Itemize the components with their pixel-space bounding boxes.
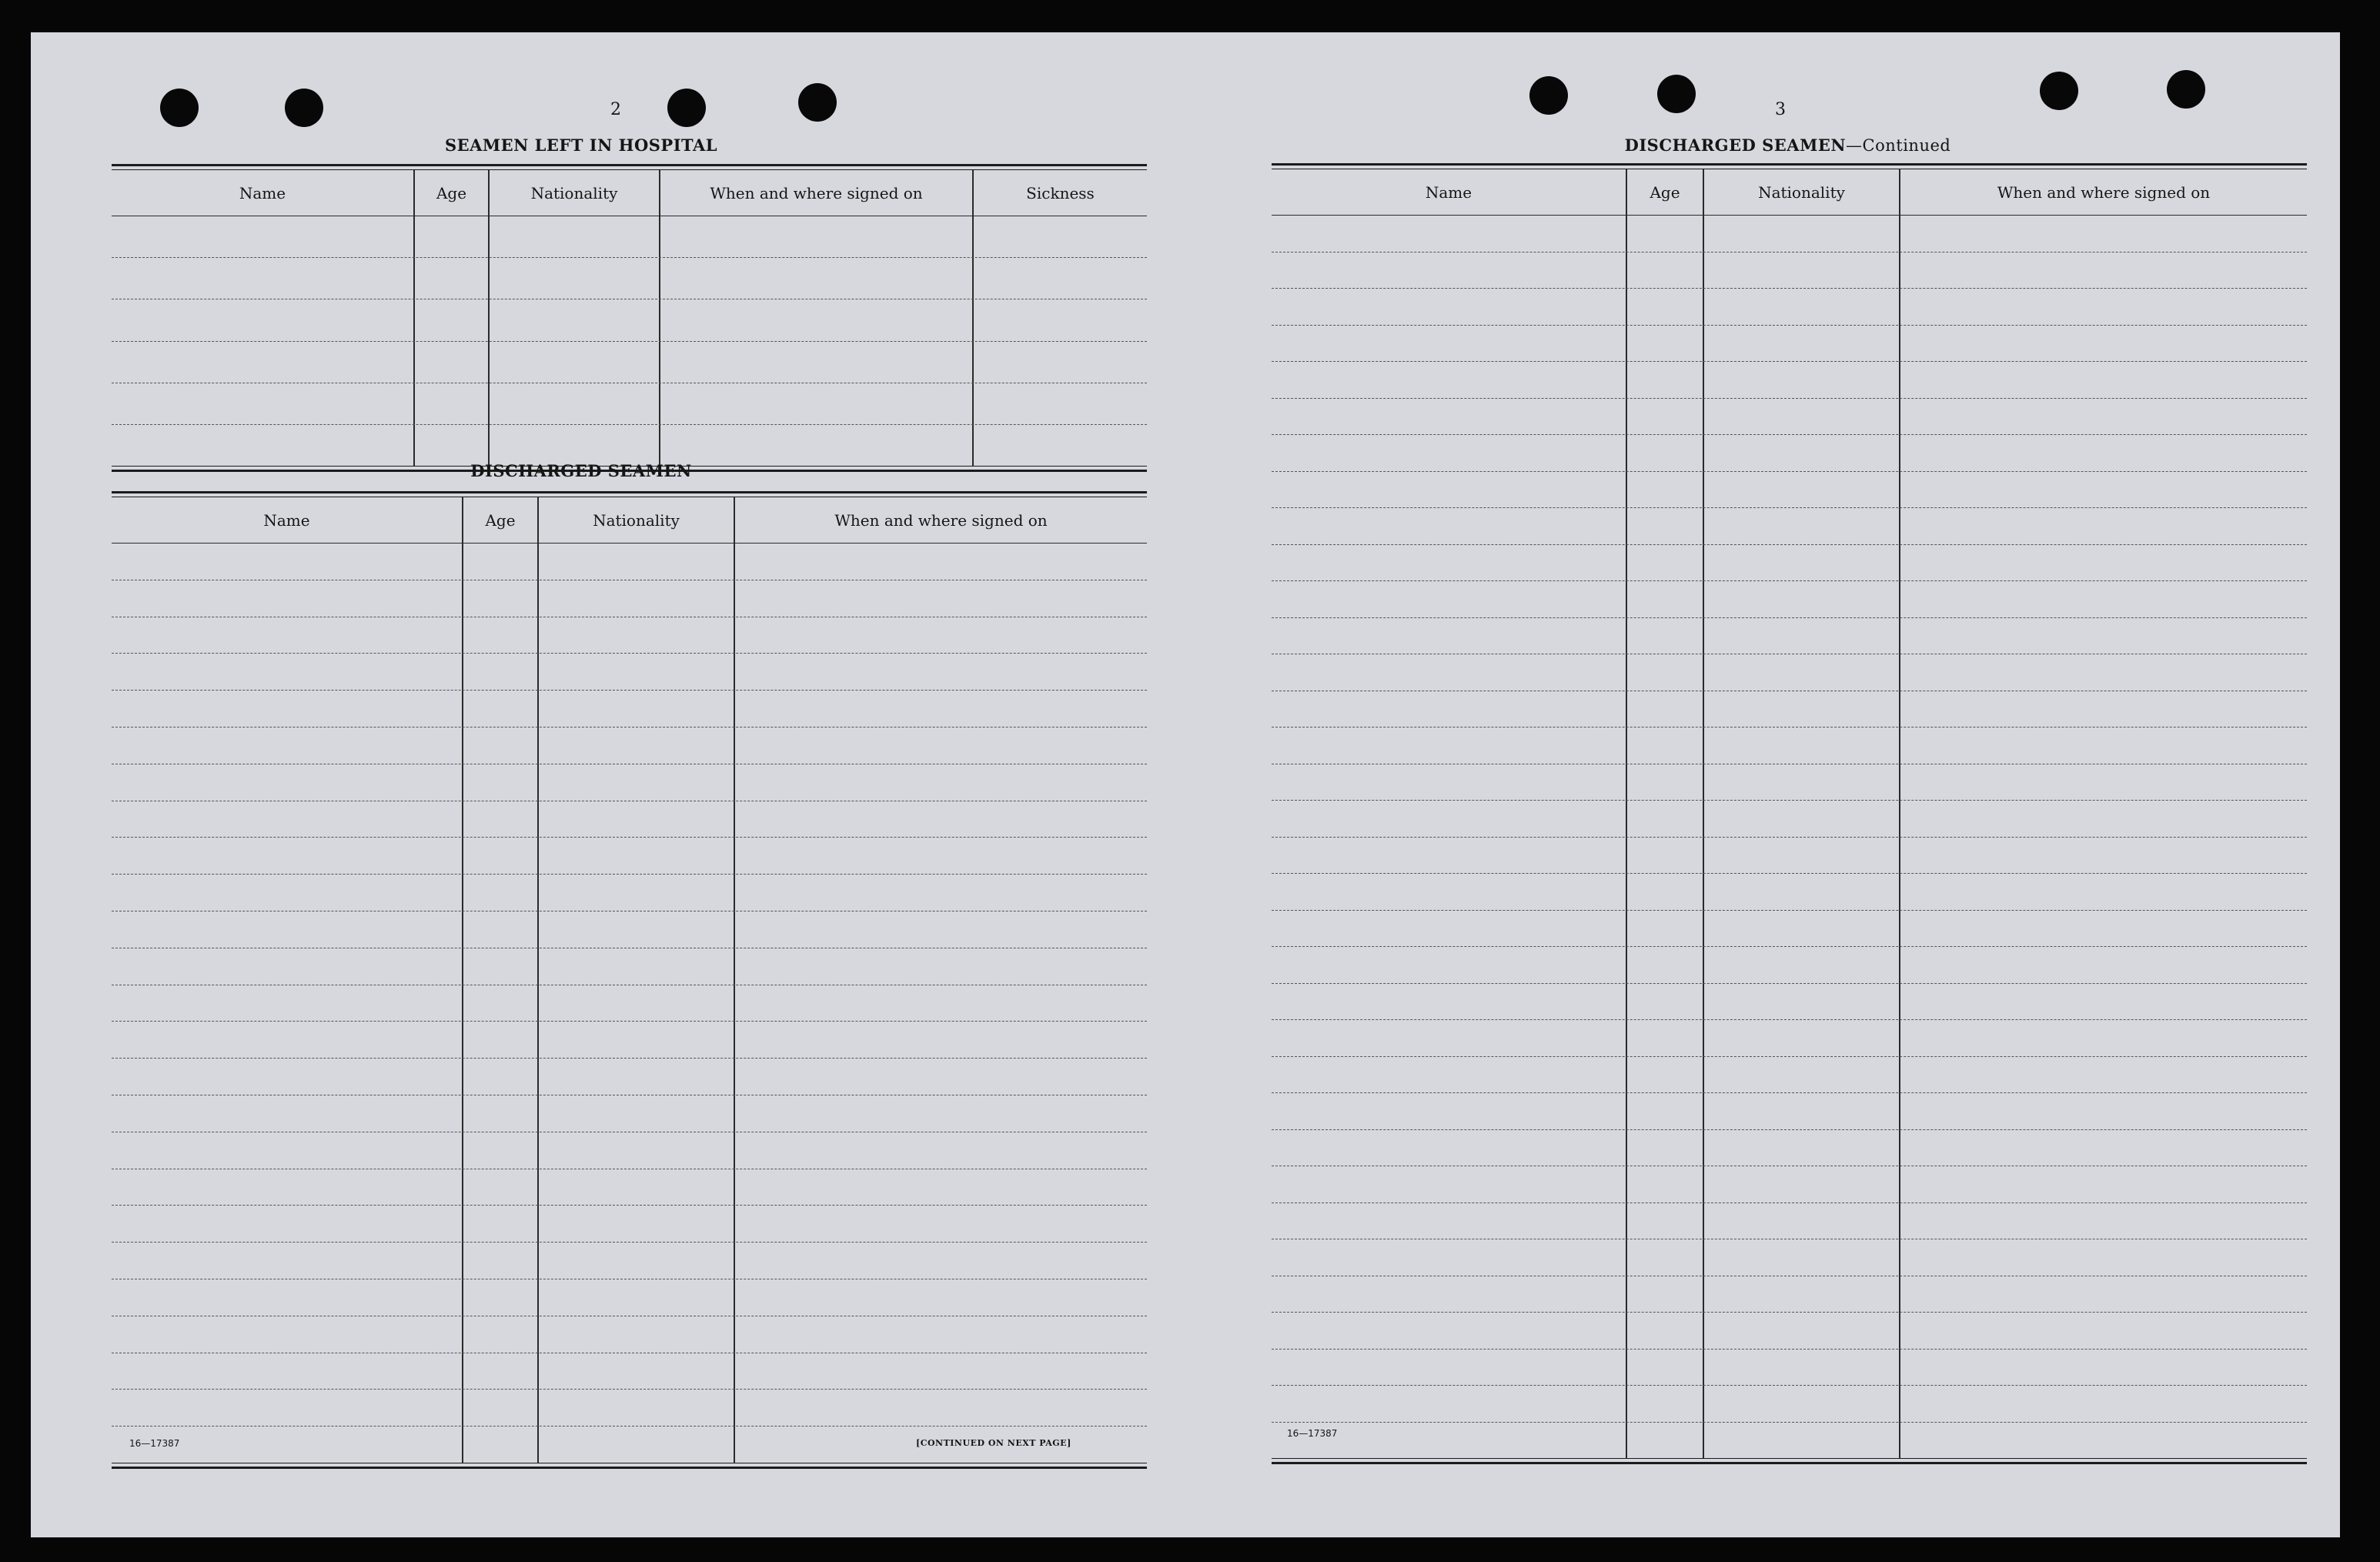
table-row xyxy=(112,1059,1147,1095)
table-row xyxy=(112,617,1147,654)
table-row xyxy=(112,1206,1147,1243)
column-header-nationality: Nationality xyxy=(488,170,659,216)
table-row xyxy=(112,342,1147,383)
table-row xyxy=(1272,947,2307,984)
table-header xyxy=(112,497,1147,544)
column-header-signed-on: When and where signed on xyxy=(734,497,1147,543)
table-row xyxy=(112,764,1147,801)
table-row xyxy=(1272,435,2307,472)
form-code-left: 16—17387 xyxy=(129,1438,180,1449)
table-row xyxy=(112,425,1147,466)
table-row xyxy=(1272,326,2307,363)
blank-entry-rows xyxy=(112,216,1147,466)
table-row xyxy=(1272,1276,2307,1313)
table-row xyxy=(1272,289,2307,326)
column-header-age: Age xyxy=(1626,169,1703,215)
table-row xyxy=(1272,691,2307,728)
double-rule xyxy=(1272,163,2307,169)
punch-hole xyxy=(160,89,199,127)
table-row xyxy=(1272,1386,2307,1423)
table-row xyxy=(1272,618,2307,655)
table-row xyxy=(112,801,1147,838)
punch-hole xyxy=(285,89,323,127)
column-header-signed-on: When and where signed on xyxy=(659,170,972,216)
table-row xyxy=(112,838,1147,875)
table-body xyxy=(112,544,1147,1463)
double-rule xyxy=(112,164,1147,170)
column-header-signed-on: When and where signed on xyxy=(1899,169,2307,215)
table-header xyxy=(1272,169,2307,216)
table-row xyxy=(112,544,1147,580)
column-header-name: Name xyxy=(1425,183,1472,202)
table-row xyxy=(1272,1203,2307,1240)
discharged-continued-title xyxy=(1293,135,2282,155)
table-row xyxy=(112,299,1147,341)
table-row xyxy=(1272,874,2307,911)
table-row xyxy=(112,654,1147,691)
table-row xyxy=(112,691,1147,727)
discharged-section-title: DISCHARGED SEAMEN xyxy=(470,461,692,480)
table-header xyxy=(112,170,1147,216)
table-row xyxy=(1272,911,2307,948)
table-row xyxy=(112,1390,1147,1427)
table-row xyxy=(1272,764,2307,801)
table-row xyxy=(1272,508,2307,545)
table-row xyxy=(1272,654,2307,691)
double-rule xyxy=(112,491,1147,497)
column-header-age: Age xyxy=(462,497,537,543)
table-row xyxy=(1272,362,2307,399)
punch-hole xyxy=(2167,70,2205,109)
table-row xyxy=(1272,216,2307,253)
table-row xyxy=(112,1353,1147,1390)
table-row xyxy=(1272,545,2307,582)
table-row xyxy=(1272,472,2307,509)
table-row xyxy=(112,875,1147,911)
table-row xyxy=(1272,399,2307,436)
table-row xyxy=(112,985,1147,1022)
table-body xyxy=(112,216,1147,466)
table-row xyxy=(112,911,1147,948)
table-row xyxy=(1272,1423,2307,1459)
table-row xyxy=(112,1316,1147,1353)
table-row xyxy=(112,1132,1147,1169)
table-row xyxy=(112,1095,1147,1132)
table-row xyxy=(112,216,1147,258)
discharged-continued-table xyxy=(1272,163,2307,1464)
form-sheet xyxy=(31,32,2340,1537)
table-row xyxy=(112,948,1147,985)
table-row xyxy=(1272,1057,2307,1094)
column-header-nationality: Nationality xyxy=(1703,169,1899,215)
column-header-name: Name xyxy=(263,511,310,530)
table-row xyxy=(1272,1166,2307,1203)
hospital-section-title: SEAMEN LEFT IN HOSPITAL xyxy=(444,135,718,155)
table-row xyxy=(1272,1020,2307,1057)
discharged-continued-title-text: DISCHARGED SEAMEN xyxy=(1624,135,1847,155)
table-row xyxy=(112,1243,1147,1279)
punch-hole xyxy=(798,83,837,122)
table-row xyxy=(1272,838,2307,875)
table-row xyxy=(112,258,1147,299)
continued-note: [CONTINUED ON NEXT PAGE] xyxy=(916,1438,1071,1448)
double-rule xyxy=(112,1463,1147,1469)
table-row xyxy=(1272,984,2307,1021)
table-row xyxy=(1272,1130,2307,1167)
continued-suffix: —Continued xyxy=(1846,136,1951,155)
column-header-nationality: Nationality xyxy=(537,497,734,543)
table-row xyxy=(112,1022,1147,1059)
double-rule xyxy=(1272,1458,2307,1464)
table-row xyxy=(1272,1350,2307,1386)
punch-hole xyxy=(1657,75,1696,113)
table-row xyxy=(1272,581,2307,618)
page-number-right: 3 xyxy=(1775,100,1786,119)
table-row xyxy=(112,383,1147,425)
column-header-name: Name xyxy=(239,184,286,202)
punch-hole xyxy=(1529,76,1568,115)
table-row xyxy=(112,727,1147,764)
table-body xyxy=(1272,216,2307,1458)
punch-hole xyxy=(667,89,706,127)
discharged-table xyxy=(112,491,1147,1469)
page-number-left: 2 xyxy=(610,100,621,119)
table-row xyxy=(1272,727,2307,764)
table-row xyxy=(112,1169,1147,1206)
column-header-sickness: Sickness xyxy=(972,170,1147,216)
table-row xyxy=(1272,1239,2307,1276)
table-row xyxy=(112,580,1147,617)
blank-entry-rows xyxy=(1272,216,2307,1458)
table-row xyxy=(1272,801,2307,838)
table-row xyxy=(1272,1093,2307,1130)
hospital-table xyxy=(112,164,1147,472)
table-row xyxy=(1272,1313,2307,1350)
table-row xyxy=(1272,253,2307,289)
form-code-right: 16—17387 xyxy=(1287,1428,1338,1439)
column-header-age: Age xyxy=(413,170,488,216)
punch-hole xyxy=(2040,72,2078,110)
blank-entry-rows xyxy=(112,544,1147,1463)
table-row xyxy=(112,1279,1147,1316)
